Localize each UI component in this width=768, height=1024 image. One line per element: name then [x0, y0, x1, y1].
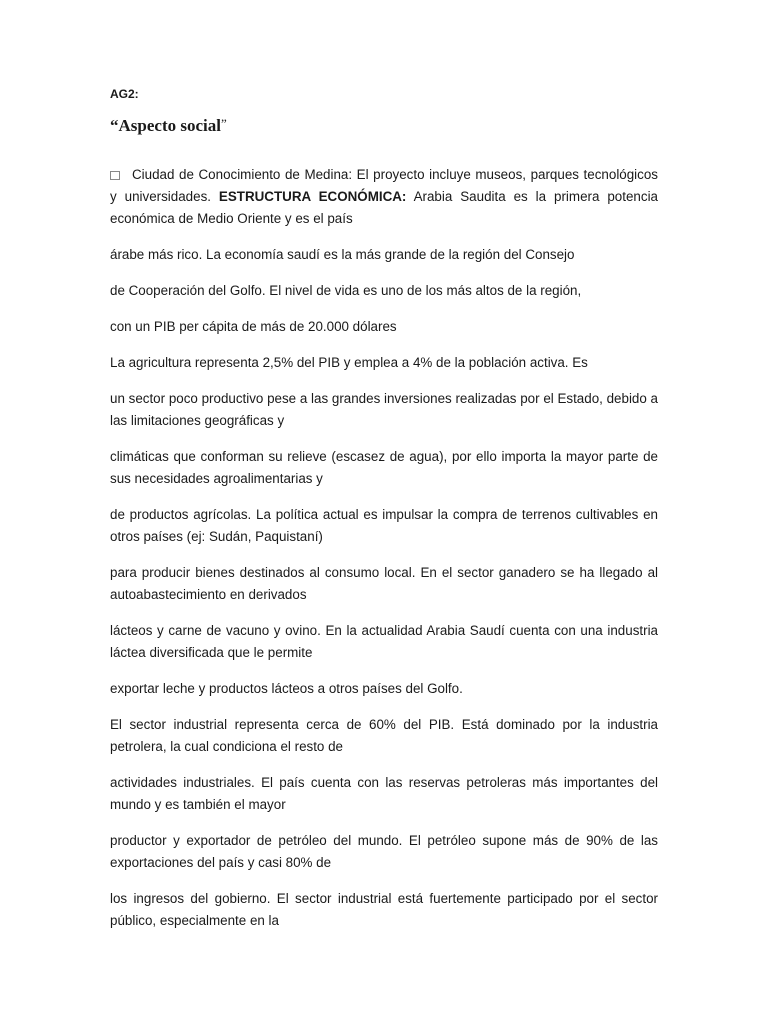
paragraph: de productos agrícolas. La política actual es impulsar la compra de terrenos cultivables en otros países (ej: Sudán, Paquistaní)	[110, 507, 658, 544]
paragraph: un sector poco productivo pese a las grandes inversiones realizadas por el Estado, debido a las limitaciones geográficas y	[110, 391, 658, 428]
paragraph: lácteos y carne de vacuno y ovino. En la actualidad Arabia Saudí cuenta con una industria láctea diversificada que le permite	[110, 623, 658, 660]
paragraph: El sector industrial representa cerca de 60% del PIB. Está dominado por la industria petrolera, la cual condiciona el resto de	[110, 717, 658, 754]
paragraph: para producir bienes destinados al consumo local. En el sector ganadero se ha llegado al autoabastecimiento en derivados	[110, 565, 658, 602]
first-paragraph-lead: Ciudad de Conocimiento de Medina: El proyecto incluye museos, parques tecnológicos y universidades.	[110, 167, 658, 204]
title-close-quote: ”	[220, 116, 227, 131]
paragraph: actividades industriales. El país cuenta con las reservas petroleras más importantes del mundo y es también el mayor	[110, 775, 658, 812]
document-body	[110, 164, 658, 946]
first-paragraph	[110, 164, 658, 230]
paragraph: climáticas que conforman su relieve (escasez de agua), por ello importa la mayor parte de sus necesidades agroalimentarias y	[110, 449, 658, 486]
paragraph: productor y exportador de petróleo del mundo. El petróleo supone más de 90% de las exportaciones del país y casi 80% de	[110, 833, 658, 870]
empty-square-bullet-icon	[110, 171, 120, 180]
title-text: “Aspecto social	[110, 116, 221, 135]
document-title	[110, 116, 227, 136]
paragraph: La agricultura representa 2,5% del PIB y emplea a 4% de la población activa. Es	[110, 355, 588, 370]
paragraph: de Cooperación del Golfo. El nivel de vida es uno de los más altos de la región,	[110, 283, 582, 298]
paragraph: árabe más rico. La economía saudí es la más grande de la región del Consejo	[110, 247, 575, 262]
document-code: AG2:	[110, 87, 139, 101]
first-paragraph-tail: Arabia Saudita es la primera potencia económica de Medio Oriente y es el país	[110, 189, 658, 226]
paragraph: exportar leche y productos lácteos a otros países del Golfo.	[110, 681, 463, 696]
section-heading-inline: ESTRUCTURA ECONÓMICA:	[218, 189, 407, 204]
paragraph: los ingresos del gobierno. El sector industrial está fuertemente participado por el sector público, especialmente en la	[110, 891, 658, 928]
paragraph: con un PIB per cápita de más de 20.000 dólares	[110, 319, 397, 334]
